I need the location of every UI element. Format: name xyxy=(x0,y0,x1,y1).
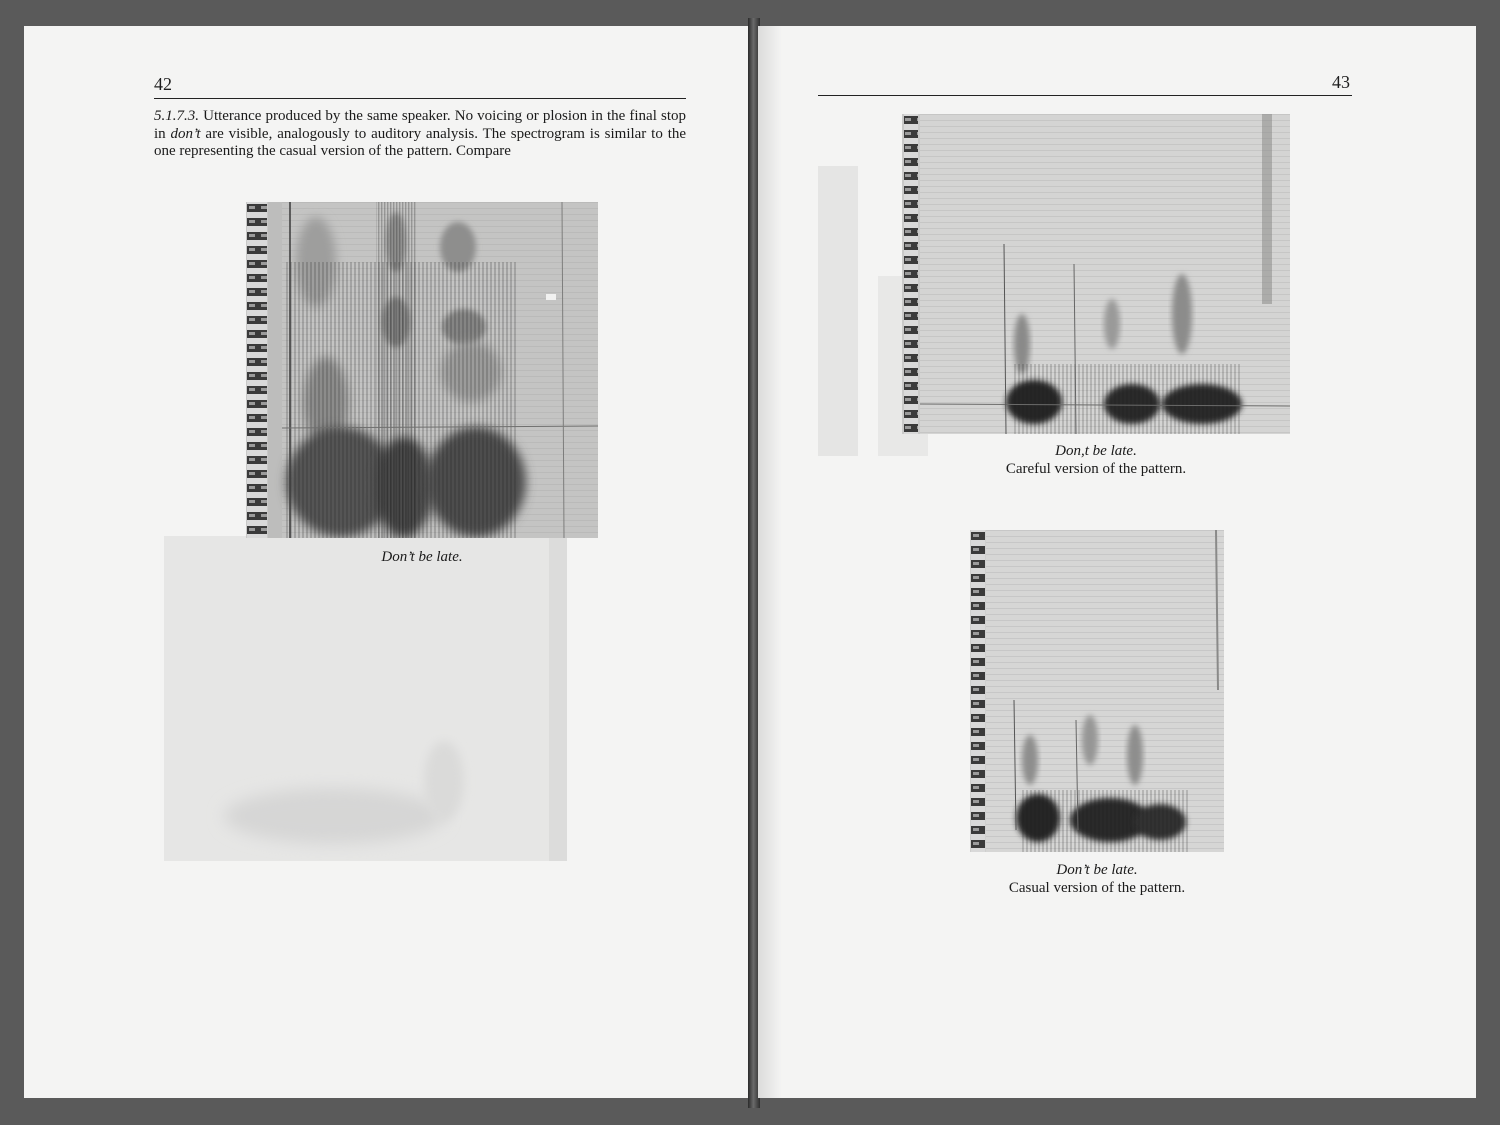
caption-casual-text: Casual version of the pattern. xyxy=(1008,880,1186,896)
spectrogram-careful xyxy=(902,114,1290,434)
section-reference: 5.1.7.3. xyxy=(154,108,199,124)
paragraph-text-start: Utterance produced by the same speaker. No voicing or plosion in the final stop in xyxy=(154,108,686,142)
spectrogram-casual xyxy=(970,530,1224,852)
figure-caption-casual xyxy=(970,861,1224,897)
paragraph-emphasis: don’t xyxy=(170,125,201,142)
caption-casual-italic: Don’t be late. xyxy=(1056,862,1138,878)
paragraph-text-end: are visible, analogously to auditory analysis. The spectrogram is similar to the one representing the casual version of the pattern. Compare xyxy=(154,125,687,159)
caption-italic: Don’t be late. xyxy=(381,549,463,565)
figure-caption xyxy=(246,548,598,566)
header-rule xyxy=(154,98,686,99)
gutter-shadow-right xyxy=(758,26,782,1098)
page-number-right: 43 xyxy=(1332,72,1350,92)
right-page xyxy=(758,26,1476,1098)
show-through-ghost xyxy=(164,531,574,911)
caption-careful-italic: Don,t be late. xyxy=(1055,443,1137,459)
left-page xyxy=(24,26,750,1098)
figure-caption-careful xyxy=(902,442,1290,478)
body-paragraph xyxy=(154,108,686,161)
spectrogram-image xyxy=(246,202,598,538)
caption-careful-text: Careful version of the pattern. xyxy=(1005,461,1187,477)
header-rule-right xyxy=(818,95,1352,96)
page-number: 42 xyxy=(154,74,172,94)
